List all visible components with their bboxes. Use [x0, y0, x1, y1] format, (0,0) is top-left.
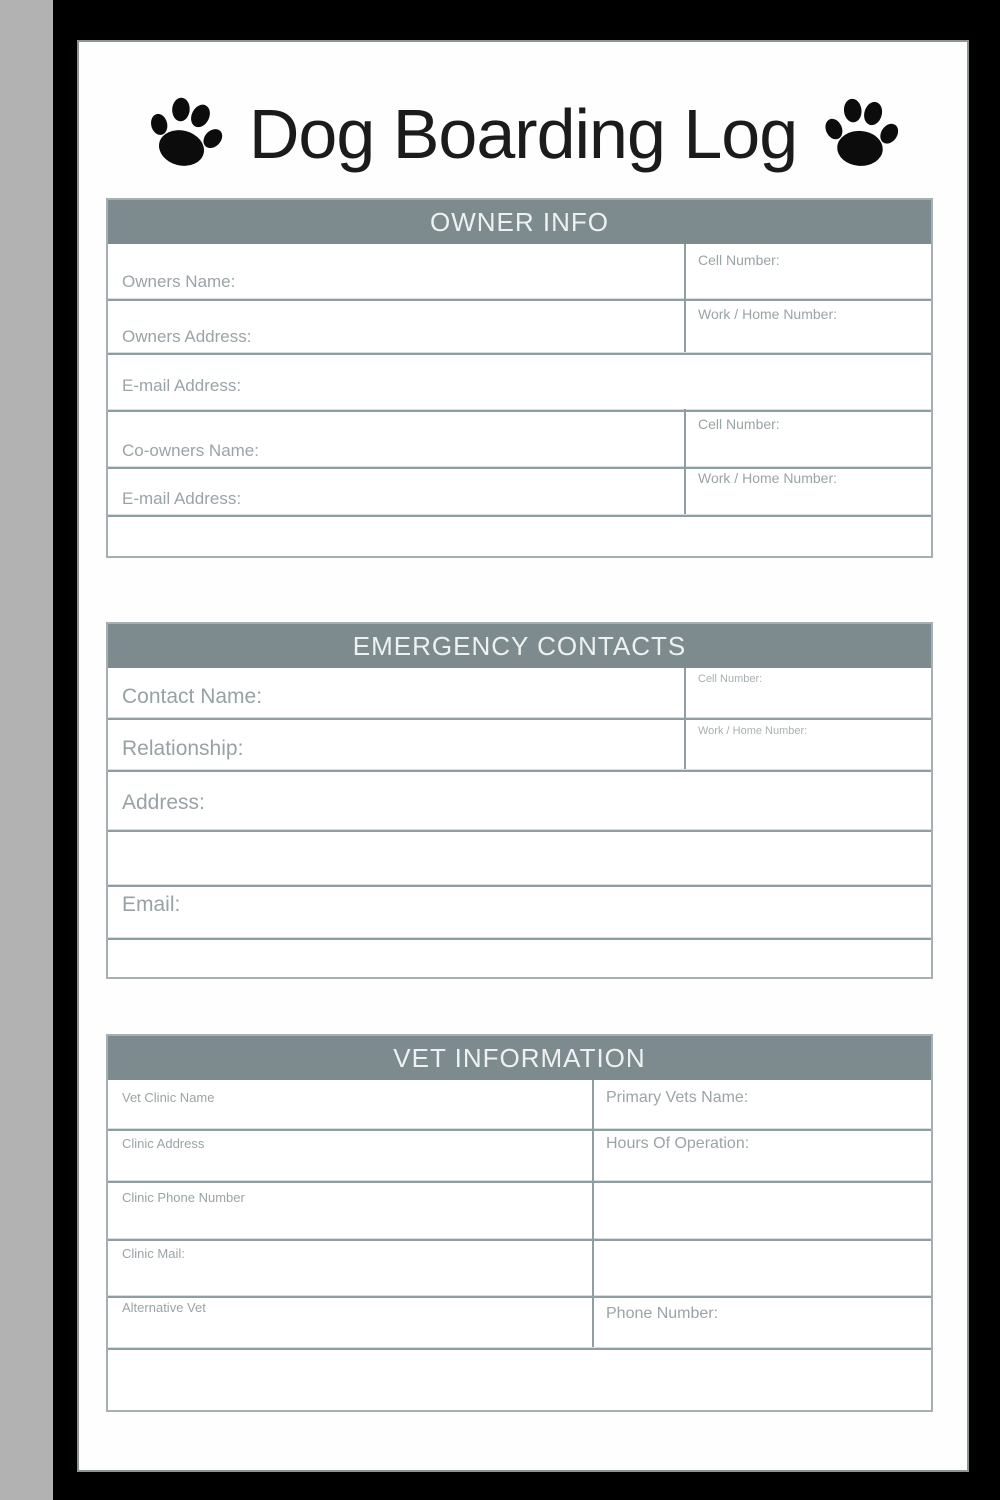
owners-address-label: Owners Address:	[122, 327, 252, 346]
email-address-label: E-mail Address:	[122, 489, 242, 508]
ruled-line	[108, 829, 931, 832]
owner-info-section	[106, 198, 933, 558]
ruled-line	[108, 466, 931, 469]
ruled-line	[108, 1238, 931, 1241]
vet-information-header-label: VET INFORMATION	[393, 1042, 646, 1073]
column-divider	[592, 1080, 594, 1347]
contact-name-label: Contact Name:	[122, 685, 263, 708]
emergency-contacts-header-label: EMERGENCY CONTACTS	[352, 630, 687, 661]
work-home-number-label: Work / Home Number:	[698, 470, 837, 486]
log-page	[77, 40, 969, 1472]
ruled-line	[108, 717, 931, 720]
paw-print-icon	[139, 90, 230, 178]
column-divider	[684, 244, 686, 352]
ruled-line	[108, 1180, 931, 1183]
clinic-mail-label: Clinic Mail:	[122, 1246, 185, 1261]
clinic-phone-number-label: Clinic Phone Number	[122, 1190, 245, 1205]
ruled-line	[108, 1295, 931, 1298]
phone-number-label: Phone Number:	[606, 1305, 719, 1322]
ruled-line	[108, 352, 931, 355]
ruled-line	[108, 298, 931, 301]
work-home-number-label: Work / Home Number:	[698, 306, 837, 322]
vet-information-body	[108, 1080, 931, 1410]
email-address-label: E-mail Address:	[122, 376, 242, 395]
primary-vets-name-label: Primary Vets Name:	[606, 1089, 749, 1106]
vet-clinic-name-label: Vet Clinic Name	[122, 1090, 215, 1105]
address-label: Address:	[122, 791, 205, 814]
cell-number-label: Cell Number:	[698, 416, 780, 432]
owner-info-header	[108, 200, 931, 244]
owner-info-header-label: OWNER INFO	[430, 206, 609, 237]
ruled-line	[108, 409, 931, 412]
emergency-contacts-header	[108, 624, 931, 668]
work-home-number-label: Work / Home Number:	[698, 725, 808, 737]
cell-number-label: Cell Number:	[698, 252, 780, 268]
paw-print-icon	[821, 95, 902, 172]
left-margin-strip	[0, 0, 53, 1500]
relationship-label: Relationship:	[122, 737, 244, 760]
column-divider	[684, 668, 686, 769]
page-title-row	[79, 86, 967, 182]
column-divider	[684, 409, 686, 514]
page-title: Dog Boarding Log	[248, 95, 798, 173]
owner-info-body	[108, 244, 931, 556]
alternative-vet-label: Alternative Vet	[122, 1300, 206, 1315]
ruled-line	[108, 1128, 931, 1131]
vet-information-section	[106, 1034, 933, 1412]
ruled-line	[108, 937, 931, 940]
emergency-contacts-section	[106, 622, 933, 979]
ruled-line	[108, 769, 931, 772]
ruled-line	[108, 514, 931, 517]
email-label: Email:	[122, 893, 181, 916]
clinic-address-label: Clinic Address	[122, 1136, 205, 1151]
ruled-line	[108, 1347, 931, 1350]
emergency-contacts-body	[108, 668, 931, 977]
hours-of-operation-label: Hours Of Operation:	[606, 1135, 750, 1152]
owners-name-label: Owners Name:	[122, 272, 236, 291]
co-owners-name-label: Co-owners Name:	[122, 441, 259, 460]
vet-information-header	[108, 1036, 931, 1080]
ruled-line	[108, 884, 931, 887]
cell-number-label: Cell Number:	[698, 673, 763, 685]
